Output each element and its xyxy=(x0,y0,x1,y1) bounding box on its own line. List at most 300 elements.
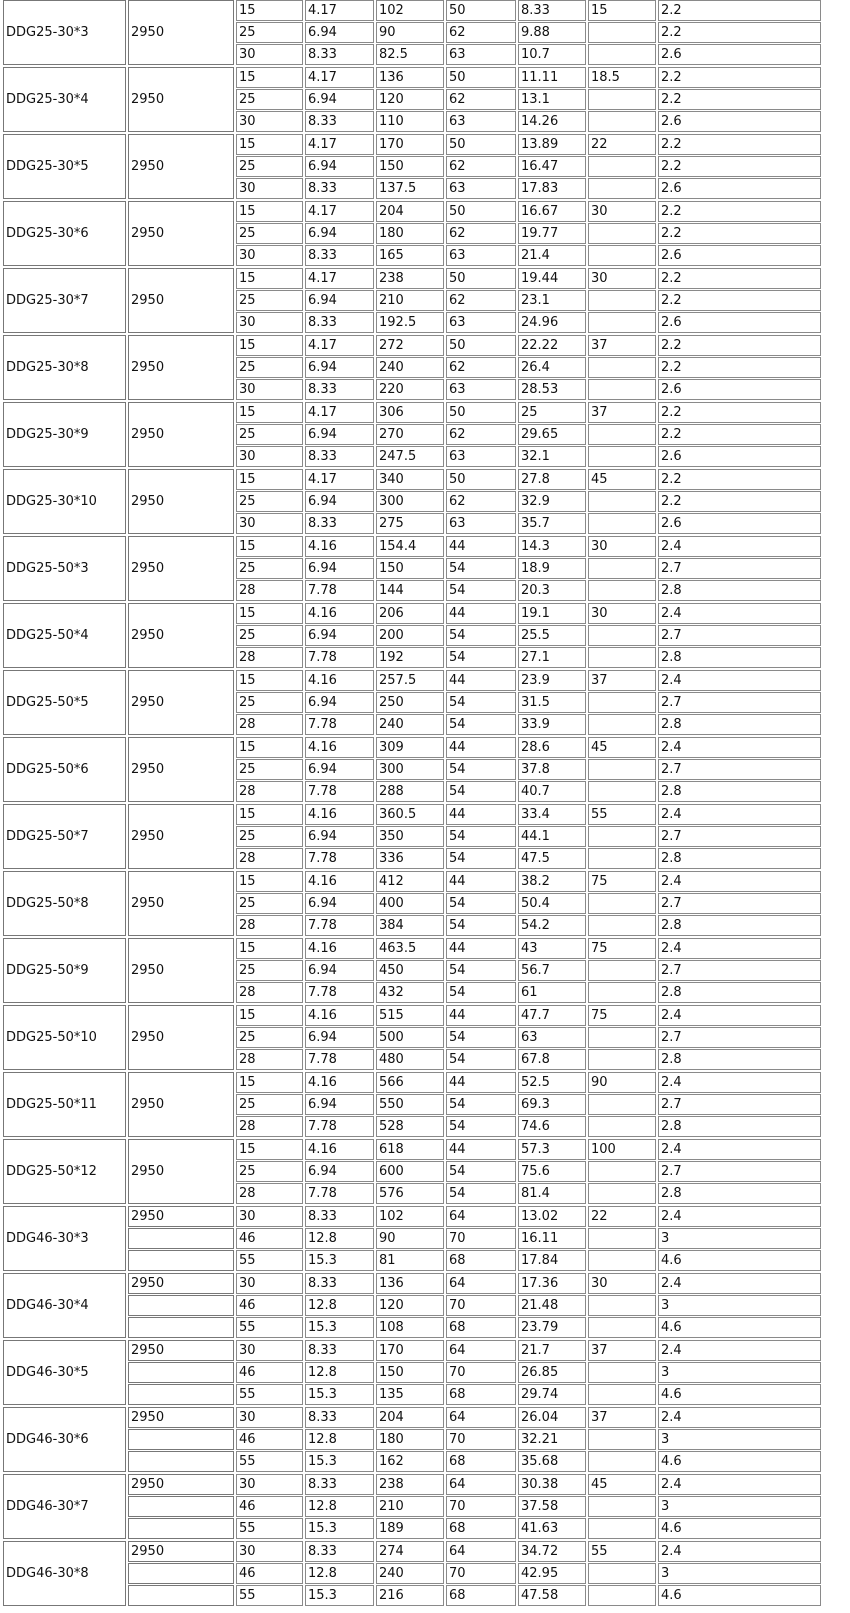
flow-m3h-cell: 30 xyxy=(236,312,303,333)
npsh-m-cell: 2.2 xyxy=(658,290,821,311)
efficiency-cell: 54 xyxy=(446,915,516,936)
speed-cell: 2950 xyxy=(128,871,234,936)
motor-power-kw-cell xyxy=(588,647,656,668)
head-m-cell: 102 xyxy=(376,0,444,21)
flow-m3h-cell: 15 xyxy=(236,871,303,892)
head-m-cell: 189 xyxy=(376,1518,444,1539)
head-m-cell: 463.5 xyxy=(376,938,444,959)
speed-cell: 2950 xyxy=(128,1072,234,1137)
motor-power-kw-cell: 30 xyxy=(588,536,656,557)
flow-ls-cell: 7.78 xyxy=(305,580,374,601)
flow-ls-cell: 6.94 xyxy=(305,558,374,579)
flow-ls-cell: 6.94 xyxy=(305,357,374,378)
head-m-cell: 566 xyxy=(376,1072,444,1093)
npsh-m-cell: 2.2 xyxy=(658,223,821,244)
motor-power-kw-cell xyxy=(588,1451,656,1472)
motor-power-kw-cell: 30 xyxy=(588,603,656,624)
efficiency-cell: 44 xyxy=(446,1005,516,1026)
speed-cell: 2950 xyxy=(128,1005,234,1070)
efficiency-cell: 68 xyxy=(446,1518,516,1539)
flow-ls-cell: 6.94 xyxy=(305,960,374,981)
flow-ls-cell: 15.3 xyxy=(305,1250,374,1271)
npsh-m-cell: 2.6 xyxy=(658,178,821,199)
flow-ls-cell: 6.94 xyxy=(305,625,374,646)
npsh-m-cell: 2.2 xyxy=(658,424,821,445)
speed-cell: 2950 xyxy=(128,268,234,333)
shaft-power-kw-cell: 27.8 xyxy=(518,469,586,490)
head-m-cell: 400 xyxy=(376,893,444,914)
shaft-power-kw-cell: 25.5 xyxy=(518,625,586,646)
flow-m3h-cell: 46 xyxy=(236,1295,303,1316)
motor-power-kw-cell xyxy=(588,44,656,65)
flow-m3h-cell: 30 xyxy=(236,1340,303,1361)
flow-m3h-cell: 30 xyxy=(236,513,303,534)
shaft-power-kw-cell: 34.72 xyxy=(518,1541,586,1562)
efficiency-cell: 63 xyxy=(446,312,516,333)
npsh-m-cell: 2.2 xyxy=(658,89,821,110)
speed-cell: 2950 xyxy=(128,1474,234,1495)
motor-power-kw-cell xyxy=(588,178,656,199)
efficiency-cell: 54 xyxy=(446,826,516,847)
npsh-m-cell: 2.8 xyxy=(658,580,821,601)
head-m-cell: 110 xyxy=(376,111,444,132)
shaft-power-kw-cell: 23.9 xyxy=(518,670,586,691)
motor-power-kw-cell xyxy=(588,692,656,713)
flow-ls-cell: 4.16 xyxy=(305,603,374,624)
npsh-m-cell: 3 xyxy=(658,1295,821,1316)
flow-ls-cell: 6.94 xyxy=(305,893,374,914)
speed-cell-empty xyxy=(128,1585,234,1606)
shaft-power-kw-cell: 33.9 xyxy=(518,714,586,735)
shaft-power-kw-cell: 23.79 xyxy=(518,1317,586,1338)
flow-m3h-cell: 55 xyxy=(236,1451,303,1472)
model-cell: DDG25-30*7 xyxy=(3,268,126,333)
shaft-power-kw-cell: 11.11 xyxy=(518,67,586,88)
motor-power-kw-cell xyxy=(588,1183,656,1204)
speed-cell: 2950 xyxy=(128,536,234,601)
npsh-m-cell: 3 xyxy=(658,1228,821,1249)
head-m-cell: 275 xyxy=(376,513,444,534)
flow-m3h-cell: 25 xyxy=(236,558,303,579)
flow-m3h-cell: 15 xyxy=(236,603,303,624)
motor-power-kw-cell xyxy=(588,223,656,244)
flow-m3h-cell: 28 xyxy=(236,1049,303,1070)
efficiency-cell: 63 xyxy=(446,111,516,132)
motor-power-kw-cell: 75 xyxy=(588,1005,656,1026)
motor-power-kw-cell xyxy=(588,1295,656,1316)
efficiency-cell: 44 xyxy=(446,737,516,758)
head-m-cell: 240 xyxy=(376,1563,444,1584)
flow-m3h-cell: 55 xyxy=(236,1585,303,1606)
shaft-power-kw-cell: 61 xyxy=(518,982,586,1003)
head-m-cell: 309 xyxy=(376,737,444,758)
flow-ls-cell: 15.3 xyxy=(305,1451,374,1472)
head-m-cell: 90 xyxy=(376,22,444,43)
motor-power-kw-cell xyxy=(588,1585,656,1606)
flow-m3h-cell: 25 xyxy=(236,1094,303,1115)
speed-cell: 2950 xyxy=(128,1206,234,1227)
efficiency-cell: 54 xyxy=(446,1027,516,1048)
shaft-power-kw-cell: 47.5 xyxy=(518,848,586,869)
efficiency-cell: 70 xyxy=(446,1563,516,1584)
shaft-power-kw-cell: 13.1 xyxy=(518,89,586,110)
motor-power-kw-cell: 37 xyxy=(588,402,656,423)
head-m-cell: 165 xyxy=(376,245,444,266)
flow-m3h-cell: 15 xyxy=(236,469,303,490)
speed-cell: 2950 xyxy=(128,1340,234,1361)
head-m-cell: 220 xyxy=(376,379,444,400)
npsh-m-cell: 2.4 xyxy=(658,871,821,892)
head-m-cell: 340 xyxy=(376,469,444,490)
motor-power-kw-cell xyxy=(588,580,656,601)
motor-power-kw-cell: 30 xyxy=(588,1273,656,1294)
efficiency-cell: 54 xyxy=(446,759,516,780)
npsh-m-cell: 2.2 xyxy=(658,491,821,512)
flow-m3h-cell: 55 xyxy=(236,1250,303,1271)
npsh-m-cell: 3 xyxy=(658,1362,821,1383)
model-cell: DDG25-50*11 xyxy=(3,1072,126,1137)
shaft-power-kw-cell: 54.2 xyxy=(518,915,586,936)
motor-power-kw-cell xyxy=(588,111,656,132)
shaft-power-kw-cell: 32.9 xyxy=(518,491,586,512)
npsh-m-cell: 2.7 xyxy=(658,1161,821,1182)
npsh-m-cell: 4.6 xyxy=(658,1518,821,1539)
flow-ls-cell: 8.33 xyxy=(305,178,374,199)
flow-ls-cell: 15.3 xyxy=(305,1384,374,1405)
flow-m3h-cell: 15 xyxy=(236,670,303,691)
flow-m3h-cell: 46 xyxy=(236,1362,303,1383)
head-m-cell: 432 xyxy=(376,982,444,1003)
flow-m3h-cell: 25 xyxy=(236,290,303,311)
speed-cell: 2950 xyxy=(128,201,234,266)
flow-m3h-cell: 15 xyxy=(236,268,303,289)
shaft-power-kw-cell: 37.8 xyxy=(518,759,586,780)
head-m-cell: 204 xyxy=(376,1407,444,1428)
npsh-m-cell: 2.6 xyxy=(658,245,821,266)
head-m-cell: 162 xyxy=(376,1451,444,1472)
npsh-m-cell: 2.4 xyxy=(658,1139,821,1160)
shaft-power-kw-cell: 35.68 xyxy=(518,1451,586,1472)
head-m-cell: 300 xyxy=(376,491,444,512)
flow-m3h-cell: 25 xyxy=(236,625,303,646)
flow-ls-cell: 6.94 xyxy=(305,1027,374,1048)
motor-power-kw-cell xyxy=(588,915,656,936)
efficiency-cell: 54 xyxy=(446,1049,516,1070)
flow-ls-cell: 8.33 xyxy=(305,1273,374,1294)
efficiency-cell: 50 xyxy=(446,201,516,222)
head-m-cell: 528 xyxy=(376,1116,444,1137)
flow-ls-cell: 7.78 xyxy=(305,1049,374,1070)
speed-cell: 2950 xyxy=(128,134,234,199)
npsh-m-cell: 2.7 xyxy=(658,960,821,981)
head-m-cell: 360.5 xyxy=(376,804,444,825)
head-m-cell: 350 xyxy=(376,826,444,847)
shaft-power-kw-cell: 8.33 xyxy=(518,0,586,21)
efficiency-cell: 54 xyxy=(446,1161,516,1182)
flow-m3h-cell: 15 xyxy=(236,1005,303,1026)
head-m-cell: 270 xyxy=(376,424,444,445)
flow-m3h-cell: 15 xyxy=(236,134,303,155)
flow-m3h-cell: 30 xyxy=(236,446,303,467)
motor-power-kw-cell: 37 xyxy=(588,670,656,691)
flow-ls-cell: 6.94 xyxy=(305,826,374,847)
flow-m3h-cell: 15 xyxy=(236,402,303,423)
speed-cell-empty xyxy=(128,1317,234,1338)
shaft-power-kw-cell: 50.4 xyxy=(518,893,586,914)
flow-ls-cell: 4.17 xyxy=(305,134,374,155)
efficiency-cell: 50 xyxy=(446,0,516,21)
motor-power-kw-cell xyxy=(588,759,656,780)
flow-m3h-cell: 25 xyxy=(236,156,303,177)
npsh-m-cell: 2.7 xyxy=(658,558,821,579)
head-m-cell: 154.4 xyxy=(376,536,444,557)
flow-m3h-cell: 15 xyxy=(236,335,303,356)
flow-ls-cell: 4.16 xyxy=(305,804,374,825)
efficiency-cell: 63 xyxy=(446,178,516,199)
efficiency-cell: 50 xyxy=(446,469,516,490)
shaft-power-kw-cell: 13.02 xyxy=(518,1206,586,1227)
npsh-m-cell: 2.2 xyxy=(658,134,821,155)
speed-cell: 2950 xyxy=(128,402,234,467)
motor-power-kw-cell xyxy=(588,1563,656,1584)
head-m-cell: 550 xyxy=(376,1094,444,1115)
efficiency-cell: 62 xyxy=(446,223,516,244)
efficiency-cell: 44 xyxy=(446,1072,516,1093)
flow-m3h-cell: 25 xyxy=(236,223,303,244)
speed-cell-empty xyxy=(128,1496,234,1517)
npsh-m-cell: 2.2 xyxy=(658,201,821,222)
npsh-m-cell: 2.4 xyxy=(658,938,821,959)
shaft-power-kw-cell: 32.21 xyxy=(518,1429,586,1450)
motor-power-kw-cell xyxy=(588,893,656,914)
flow-ls-cell: 4.16 xyxy=(305,1005,374,1026)
efficiency-cell: 44 xyxy=(446,938,516,959)
model-cell: DDG25-50*5 xyxy=(3,670,126,735)
flow-m3h-cell: 15 xyxy=(236,1139,303,1160)
motor-power-kw-cell xyxy=(588,1116,656,1137)
head-m-cell: 240 xyxy=(376,357,444,378)
head-m-cell: 500 xyxy=(376,1027,444,1048)
flow-ls-cell: 12.8 xyxy=(305,1295,374,1316)
npsh-m-cell: 2.2 xyxy=(658,22,821,43)
head-m-cell: 240 xyxy=(376,714,444,735)
head-m-cell: 412 xyxy=(376,871,444,892)
motor-power-kw-cell xyxy=(588,1228,656,1249)
npsh-m-cell: 2.7 xyxy=(658,759,821,780)
head-m-cell: 247.5 xyxy=(376,446,444,467)
motor-power-kw-cell xyxy=(588,1049,656,1070)
head-m-cell: 150 xyxy=(376,558,444,579)
shaft-power-kw-cell: 43 xyxy=(518,938,586,959)
speed-cell: 2950 xyxy=(128,0,234,65)
npsh-m-cell: 3 xyxy=(658,1496,821,1517)
efficiency-cell: 44 xyxy=(446,536,516,557)
motor-power-kw-cell xyxy=(588,625,656,646)
flow-ls-cell: 6.94 xyxy=(305,1094,374,1115)
model-cell: DDG46-30*8 xyxy=(3,1541,126,1606)
shaft-power-kw-cell: 52.5 xyxy=(518,1072,586,1093)
model-cell: DDG25-50*8 xyxy=(3,871,126,936)
npsh-m-cell: 2.8 xyxy=(658,1183,821,1204)
shaft-power-kw-cell: 74.6 xyxy=(518,1116,586,1137)
efficiency-cell: 62 xyxy=(446,357,516,378)
npsh-m-cell: 4.6 xyxy=(658,1384,821,1405)
flow-ls-cell: 6.94 xyxy=(305,759,374,780)
head-m-cell: 135 xyxy=(376,1384,444,1405)
head-m-cell: 336 xyxy=(376,848,444,869)
efficiency-cell: 44 xyxy=(446,670,516,691)
model-cell: DDG25-50*10 xyxy=(3,1005,126,1070)
npsh-m-cell: 2.2 xyxy=(658,402,821,423)
efficiency-cell: 63 xyxy=(446,513,516,534)
shaft-power-kw-cell: 19.44 xyxy=(518,268,586,289)
flow-m3h-cell: 46 xyxy=(236,1228,303,1249)
motor-power-kw-cell: 37 xyxy=(588,1340,656,1361)
speed-cell: 2950 xyxy=(128,1139,234,1204)
shaft-power-kw-cell: 17.36 xyxy=(518,1273,586,1294)
motor-power-kw-cell xyxy=(588,1161,656,1182)
head-m-cell: 180 xyxy=(376,1429,444,1450)
motor-power-kw-cell xyxy=(588,379,656,400)
head-m-cell: 257.5 xyxy=(376,670,444,691)
efficiency-cell: 54 xyxy=(446,558,516,579)
head-m-cell: 300 xyxy=(376,759,444,780)
efficiency-cell: 70 xyxy=(446,1496,516,1517)
flow-m3h-cell: 15 xyxy=(236,737,303,758)
head-m-cell: 480 xyxy=(376,1049,444,1070)
npsh-m-cell: 2.8 xyxy=(658,915,821,936)
shaft-power-kw-cell: 16.47 xyxy=(518,156,586,177)
head-m-cell: 274 xyxy=(376,1541,444,1562)
npsh-m-cell: 2.2 xyxy=(658,469,821,490)
shaft-power-kw-cell: 28.6 xyxy=(518,737,586,758)
flow-m3h-cell: 28 xyxy=(236,1183,303,1204)
flow-m3h-cell: 25 xyxy=(236,759,303,780)
flow-ls-cell: 6.94 xyxy=(305,424,374,445)
head-m-cell: 216 xyxy=(376,1585,444,1606)
shaft-power-kw-cell: 31.5 xyxy=(518,692,586,713)
flow-ls-cell: 7.78 xyxy=(305,982,374,1003)
flow-ls-cell: 4.17 xyxy=(305,335,374,356)
flow-ls-cell: 12.8 xyxy=(305,1228,374,1249)
shaft-power-kw-cell: 22.22 xyxy=(518,335,586,356)
flow-m3h-cell: 15 xyxy=(236,536,303,557)
npsh-m-cell: 2.4 xyxy=(658,1072,821,1093)
flow-m3h-cell: 30 xyxy=(236,178,303,199)
efficiency-cell: 54 xyxy=(446,781,516,802)
head-m-cell: 384 xyxy=(376,915,444,936)
efficiency-cell: 62 xyxy=(446,491,516,512)
head-m-cell: 238 xyxy=(376,268,444,289)
shaft-power-kw-cell: 16.11 xyxy=(518,1228,586,1249)
flow-m3h-cell: 30 xyxy=(236,44,303,65)
flow-m3h-cell: 28 xyxy=(236,915,303,936)
speed-cell: 2950 xyxy=(128,1273,234,1294)
motor-power-kw-cell: 22 xyxy=(588,1206,656,1227)
flow-m3h-cell: 28 xyxy=(236,781,303,802)
flow-ls-cell: 8.33 xyxy=(305,111,374,132)
flow-m3h-cell: 30 xyxy=(236,1474,303,1495)
npsh-m-cell: 2.7 xyxy=(658,893,821,914)
npsh-m-cell: 2.8 xyxy=(658,647,821,668)
flow-m3h-cell: 25 xyxy=(236,89,303,110)
flow-ls-cell: 8.33 xyxy=(305,1340,374,1361)
efficiency-cell: 68 xyxy=(446,1384,516,1405)
flow-ls-cell: 7.78 xyxy=(305,647,374,668)
motor-power-kw-cell: 37 xyxy=(588,335,656,356)
efficiency-cell: 64 xyxy=(446,1340,516,1361)
head-m-cell: 102 xyxy=(376,1206,444,1227)
efficiency-cell: 62 xyxy=(446,89,516,110)
head-m-cell: 150 xyxy=(376,1362,444,1383)
efficiency-cell: 54 xyxy=(446,692,516,713)
speed-cell-empty xyxy=(128,1228,234,1249)
head-m-cell: 288 xyxy=(376,781,444,802)
speed-cell: 2950 xyxy=(128,670,234,735)
motor-power-kw-cell xyxy=(588,245,656,266)
flow-ls-cell: 4.16 xyxy=(305,737,374,758)
efficiency-cell: 50 xyxy=(446,134,516,155)
efficiency-cell: 44 xyxy=(446,804,516,825)
motor-power-kw-cell xyxy=(588,424,656,445)
flow-ls-cell: 12.8 xyxy=(305,1496,374,1517)
shaft-power-kw-cell: 47.58 xyxy=(518,1585,586,1606)
efficiency-cell: 54 xyxy=(446,1116,516,1137)
head-m-cell: 136 xyxy=(376,67,444,88)
model-cell: DDG25-50*3 xyxy=(3,536,126,601)
model-cell: DDG46-30*7 xyxy=(3,1474,126,1539)
flow-ls-cell: 15.3 xyxy=(305,1317,374,1338)
efficiency-cell: 63 xyxy=(446,245,516,266)
npsh-m-cell: 2.6 xyxy=(658,379,821,400)
head-m-cell: 210 xyxy=(376,1496,444,1517)
flow-m3h-cell: 15 xyxy=(236,804,303,825)
head-m-cell: 204 xyxy=(376,201,444,222)
npsh-m-cell: 2.4 xyxy=(658,1273,821,1294)
npsh-m-cell: 2.4 xyxy=(658,670,821,691)
shaft-power-kw-cell: 26.85 xyxy=(518,1362,586,1383)
flow-ls-cell: 4.16 xyxy=(305,938,374,959)
npsh-m-cell: 2.6 xyxy=(658,312,821,333)
motor-power-kw-cell: 15 xyxy=(588,0,656,21)
flow-m3h-cell: 28 xyxy=(236,1116,303,1137)
motor-power-kw-cell: 100 xyxy=(588,1139,656,1160)
flow-ls-cell: 8.33 xyxy=(305,312,374,333)
npsh-m-cell: 2.4 xyxy=(658,1474,821,1495)
npsh-m-cell: 2.4 xyxy=(658,1407,821,1428)
efficiency-cell: 70 xyxy=(446,1295,516,1316)
flow-m3h-cell: 25 xyxy=(236,491,303,512)
flow-m3h-cell: 28 xyxy=(236,714,303,735)
npsh-m-cell: 3 xyxy=(658,1563,821,1584)
flow-m3h-cell: 30 xyxy=(236,1206,303,1227)
head-m-cell: 450 xyxy=(376,960,444,981)
shaft-power-kw-cell: 32.1 xyxy=(518,446,586,467)
efficiency-cell: 54 xyxy=(446,714,516,735)
efficiency-cell: 62 xyxy=(446,156,516,177)
shaft-power-kw-cell: 19.77 xyxy=(518,223,586,244)
shaft-power-kw-cell: 30.38 xyxy=(518,1474,586,1495)
shaft-power-kw-cell: 57.3 xyxy=(518,1139,586,1160)
shaft-power-kw-cell: 24.96 xyxy=(518,312,586,333)
shaft-power-kw-cell: 14.3 xyxy=(518,536,586,557)
motor-power-kw-cell xyxy=(588,446,656,467)
shaft-power-kw-cell: 29.65 xyxy=(518,424,586,445)
head-m-cell: 206 xyxy=(376,603,444,624)
flow-m3h-cell: 25 xyxy=(236,893,303,914)
speed-cell: 2950 xyxy=(128,1407,234,1428)
motor-power-kw-cell xyxy=(588,513,656,534)
